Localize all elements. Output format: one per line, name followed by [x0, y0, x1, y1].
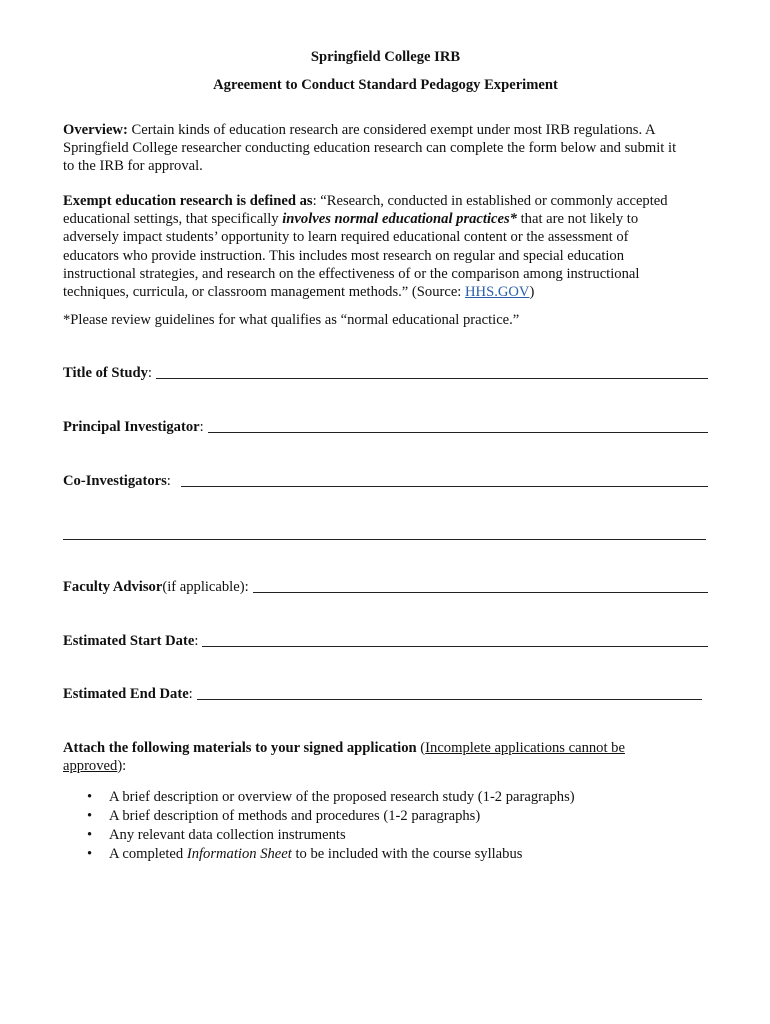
- title-of-study-field[interactable]: [63, 364, 708, 382]
- principal-investigator-label: Principal Investigator: [63, 419, 200, 435]
- incomplete-warning-line1: Incomplete applications cannot be: [425, 740, 625, 756]
- start-date-label: Estimated Start Date: [63, 633, 195, 649]
- start-date-colon: :: [194, 633, 199, 649]
- document-title: Springfield College IRB: [310, 49, 461, 65]
- definition-line2-end: that are not likely to: [516, 211, 639, 228]
- materials-list: [63, 788, 708, 864]
- definition-line6-end: ): [529, 284, 535, 301]
- normal-practices-emphasis: involves normal educational practices*: [282, 211, 517, 228]
- bullet-icon: •: [87, 808, 93, 824]
- list-item: [63, 788, 708, 807]
- attach-label: Attach the following materials to your signed application: [63, 740, 417, 756]
- principal-investigator-field[interactable]: [63, 418, 708, 436]
- attach-close-paren: ):: [117, 758, 127, 775]
- start-date-input-line[interactable]: [202, 632, 708, 647]
- principal-investigator-input-line[interactable]: [208, 418, 708, 433]
- end-date-input-line[interactable]: [197, 685, 702, 700]
- definition-line5: instructional strategies, and research on the effectiveness of or the comparison among instructional: [63, 265, 640, 282]
- attach-open-paren: (: [416, 740, 426, 756]
- co-investigators-field[interactable]: [63, 472, 708, 490]
- co-investigators-colon: :: [166, 473, 171, 489]
- definition-paragraph: [63, 192, 708, 301]
- end-date-label: Estimated End Date: [63, 686, 189, 702]
- faculty-advisor-qualifier: (if applicable):: [162, 579, 249, 595]
- overview-text-line2: Springfield College researcher conducting education research can complete the form below and submit it: [63, 140, 677, 157]
- faculty-advisor-field[interactable]: [63, 578, 708, 596]
- definition-line6-start: techniques, curricula, or classroom management methods.” (Source:: [63, 284, 466, 301]
- list-item-text: A brief description or overview of the proposed research study (1-2 paragraphs): [109, 789, 575, 805]
- end-date-colon: :: [188, 686, 193, 702]
- overview-text-line3: to the IRB for approval.: [63, 158, 203, 175]
- co-investigators-input-line[interactable]: [181, 472, 708, 487]
- list-item-text: Any relevant data collection instruments: [109, 827, 346, 843]
- definition-label: Exempt education research is defined as: [63, 193, 313, 209]
- overview-text-line1: Certain kinds of education research are considered exempt under most IRB regulations. A: [127, 122, 656, 138]
- definition-line2-start: educational settings, that specifically: [63, 211, 283, 228]
- document-subtitle: Agreement to Conduct Standard Pedagogy Experiment: [213, 77, 558, 93]
- co-investigators-extra-line[interactable]: [63, 539, 706, 540]
- information-sheet-emphasis: Information Sheet: [186, 846, 292, 862]
- title-of-study-input-line[interactable]: [156, 364, 708, 379]
- list-item-text-end: to be included with the course syllabus: [291, 846, 523, 862]
- title-of-study-label: Title of Study: [63, 365, 148, 381]
- bullet-icon: •: [87, 827, 93, 843]
- list-item-text: A brief description of methods and procedures (1-2 paragraphs): [109, 808, 481, 824]
- list-item: [63, 826, 708, 845]
- faculty-advisor-input-line[interactable]: [253, 578, 708, 593]
- list-item: [63, 807, 708, 826]
- bullet-icon: •: [87, 846, 93, 862]
- bullet-icon: •: [87, 789, 93, 805]
- definition-line1: : “Research, conducted in established or commonly accepted: [312, 193, 668, 209]
- list-item-text-start: A completed: [109, 846, 187, 862]
- faculty-advisor-label: Faculty Advisor: [63, 579, 163, 595]
- title-of-study-colon: :: [147, 365, 152, 381]
- overview-paragraph: [63, 121, 708, 176]
- overview-label: Overview:: [63, 122, 128, 138]
- co-investigators-label: Co-Investigators: [63, 473, 167, 489]
- definition-line3: adversely impact students’ opportunity to learn required educational content or the assessment of: [63, 229, 629, 246]
- end-date-field[interactable]: [63, 685, 708, 703]
- list-item: [63, 845, 708, 864]
- principal-investigator-colon: :: [199, 419, 204, 435]
- attach-instructions: [63, 739, 708, 775]
- definition-line4: educators who provide instruction. This includes most research on regular and special education: [63, 247, 625, 264]
- normal-practice-note: *Please review guidelines for what qualifies as “normal educational practice.”: [63, 312, 520, 328]
- hhs-gov-link[interactable]: HHS.GOV: [465, 284, 530, 301]
- start-date-field[interactable]: [63, 632, 708, 650]
- incomplete-warning-line2: approved: [63, 758, 118, 775]
